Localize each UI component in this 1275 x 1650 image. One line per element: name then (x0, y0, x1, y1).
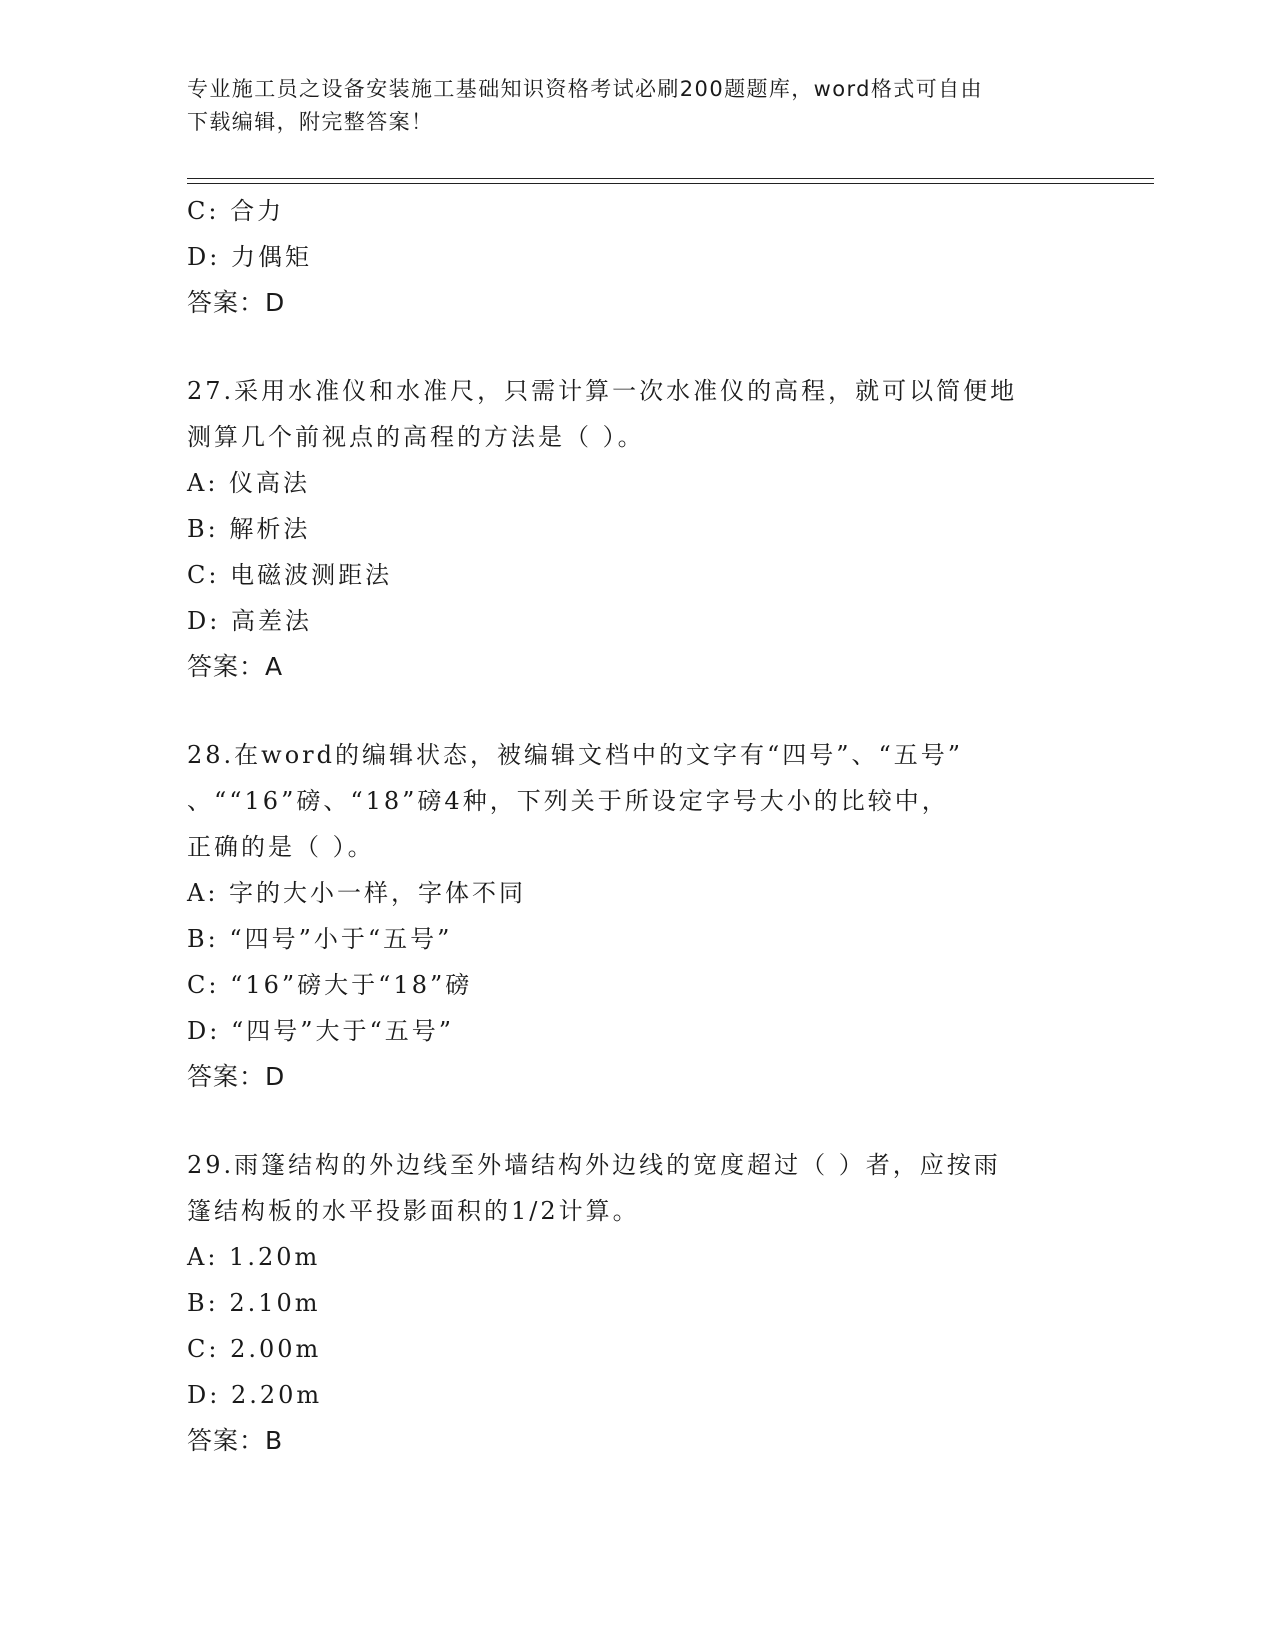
option-c: C: 电磁波测距法 (187, 561, 393, 589)
option-a: A: 1.20m (187, 1243, 321, 1271)
header-divider-top (187, 178, 1154, 179)
option-c: C: “16”磅大于“18”磅 (187, 971, 473, 999)
option-c: C: 2.00m (187, 1335, 322, 1363)
answer: 答案：D (187, 1062, 286, 1091)
header-divider-bottom (187, 183, 1154, 184)
question-29 (187, 1142, 1117, 1464)
answer: 答案：D (187, 288, 286, 317)
answer: 答案：B (187, 1426, 284, 1455)
question-stem: 正确的是（ ）。 (187, 833, 375, 861)
option-a: A: 字的大小一样，字体不同 (187, 879, 527, 907)
option-b: B: “四号”小于“五号” (187, 925, 453, 953)
answer: 答案：A (187, 652, 284, 681)
option-b: B: 2.10m (187, 1289, 321, 1317)
question-stem: 29.雨篷结构的外边线至外墙结构外边线的宽度超过（ ）者，应按雨 (187, 1151, 1001, 1179)
question-stem: 27.采用水准仪和水准尺，只需计算一次水准仪的高程，就可以简便地 (187, 377, 1018, 405)
question-stem: 篷结构板的水平投影面积的1/2计算。 (187, 1197, 640, 1225)
header-title-line1: 专业施工员之设备安装施工基础知识资格考试必刷200题题库，word格式可自由 (187, 77, 983, 101)
option-c: C: 合力 (187, 197, 285, 225)
header-title-line2: 下载编辑，附完整答案！ (187, 110, 434, 134)
question-28 (187, 732, 1117, 1100)
option-d: D: 2.20m (187, 1381, 323, 1409)
question-list (187, 188, 1117, 1464)
document-header (187, 73, 1067, 139)
option-d: D: 力偶矩 (187, 243, 312, 271)
question-stem: 、““16”磅、“18”磅4种，下列关于所设定字号大小的比较中， (187, 787, 949, 815)
option-b: B: 解析法 (187, 515, 311, 543)
question-26-tail (187, 188, 1117, 326)
question-27 (187, 368, 1117, 690)
question-stem: 测算几个前视点的高程的方法是（ ）。 (187, 423, 645, 451)
option-d: D: 高差法 (187, 607, 312, 635)
question-stem: 28.在word的编辑状态，被编辑文档中的文字有“四号”、“五号” (187, 741, 964, 769)
option-a: A: 仪高法 (187, 469, 311, 497)
option-d: D: “四号”大于“五号” (187, 1017, 455, 1045)
